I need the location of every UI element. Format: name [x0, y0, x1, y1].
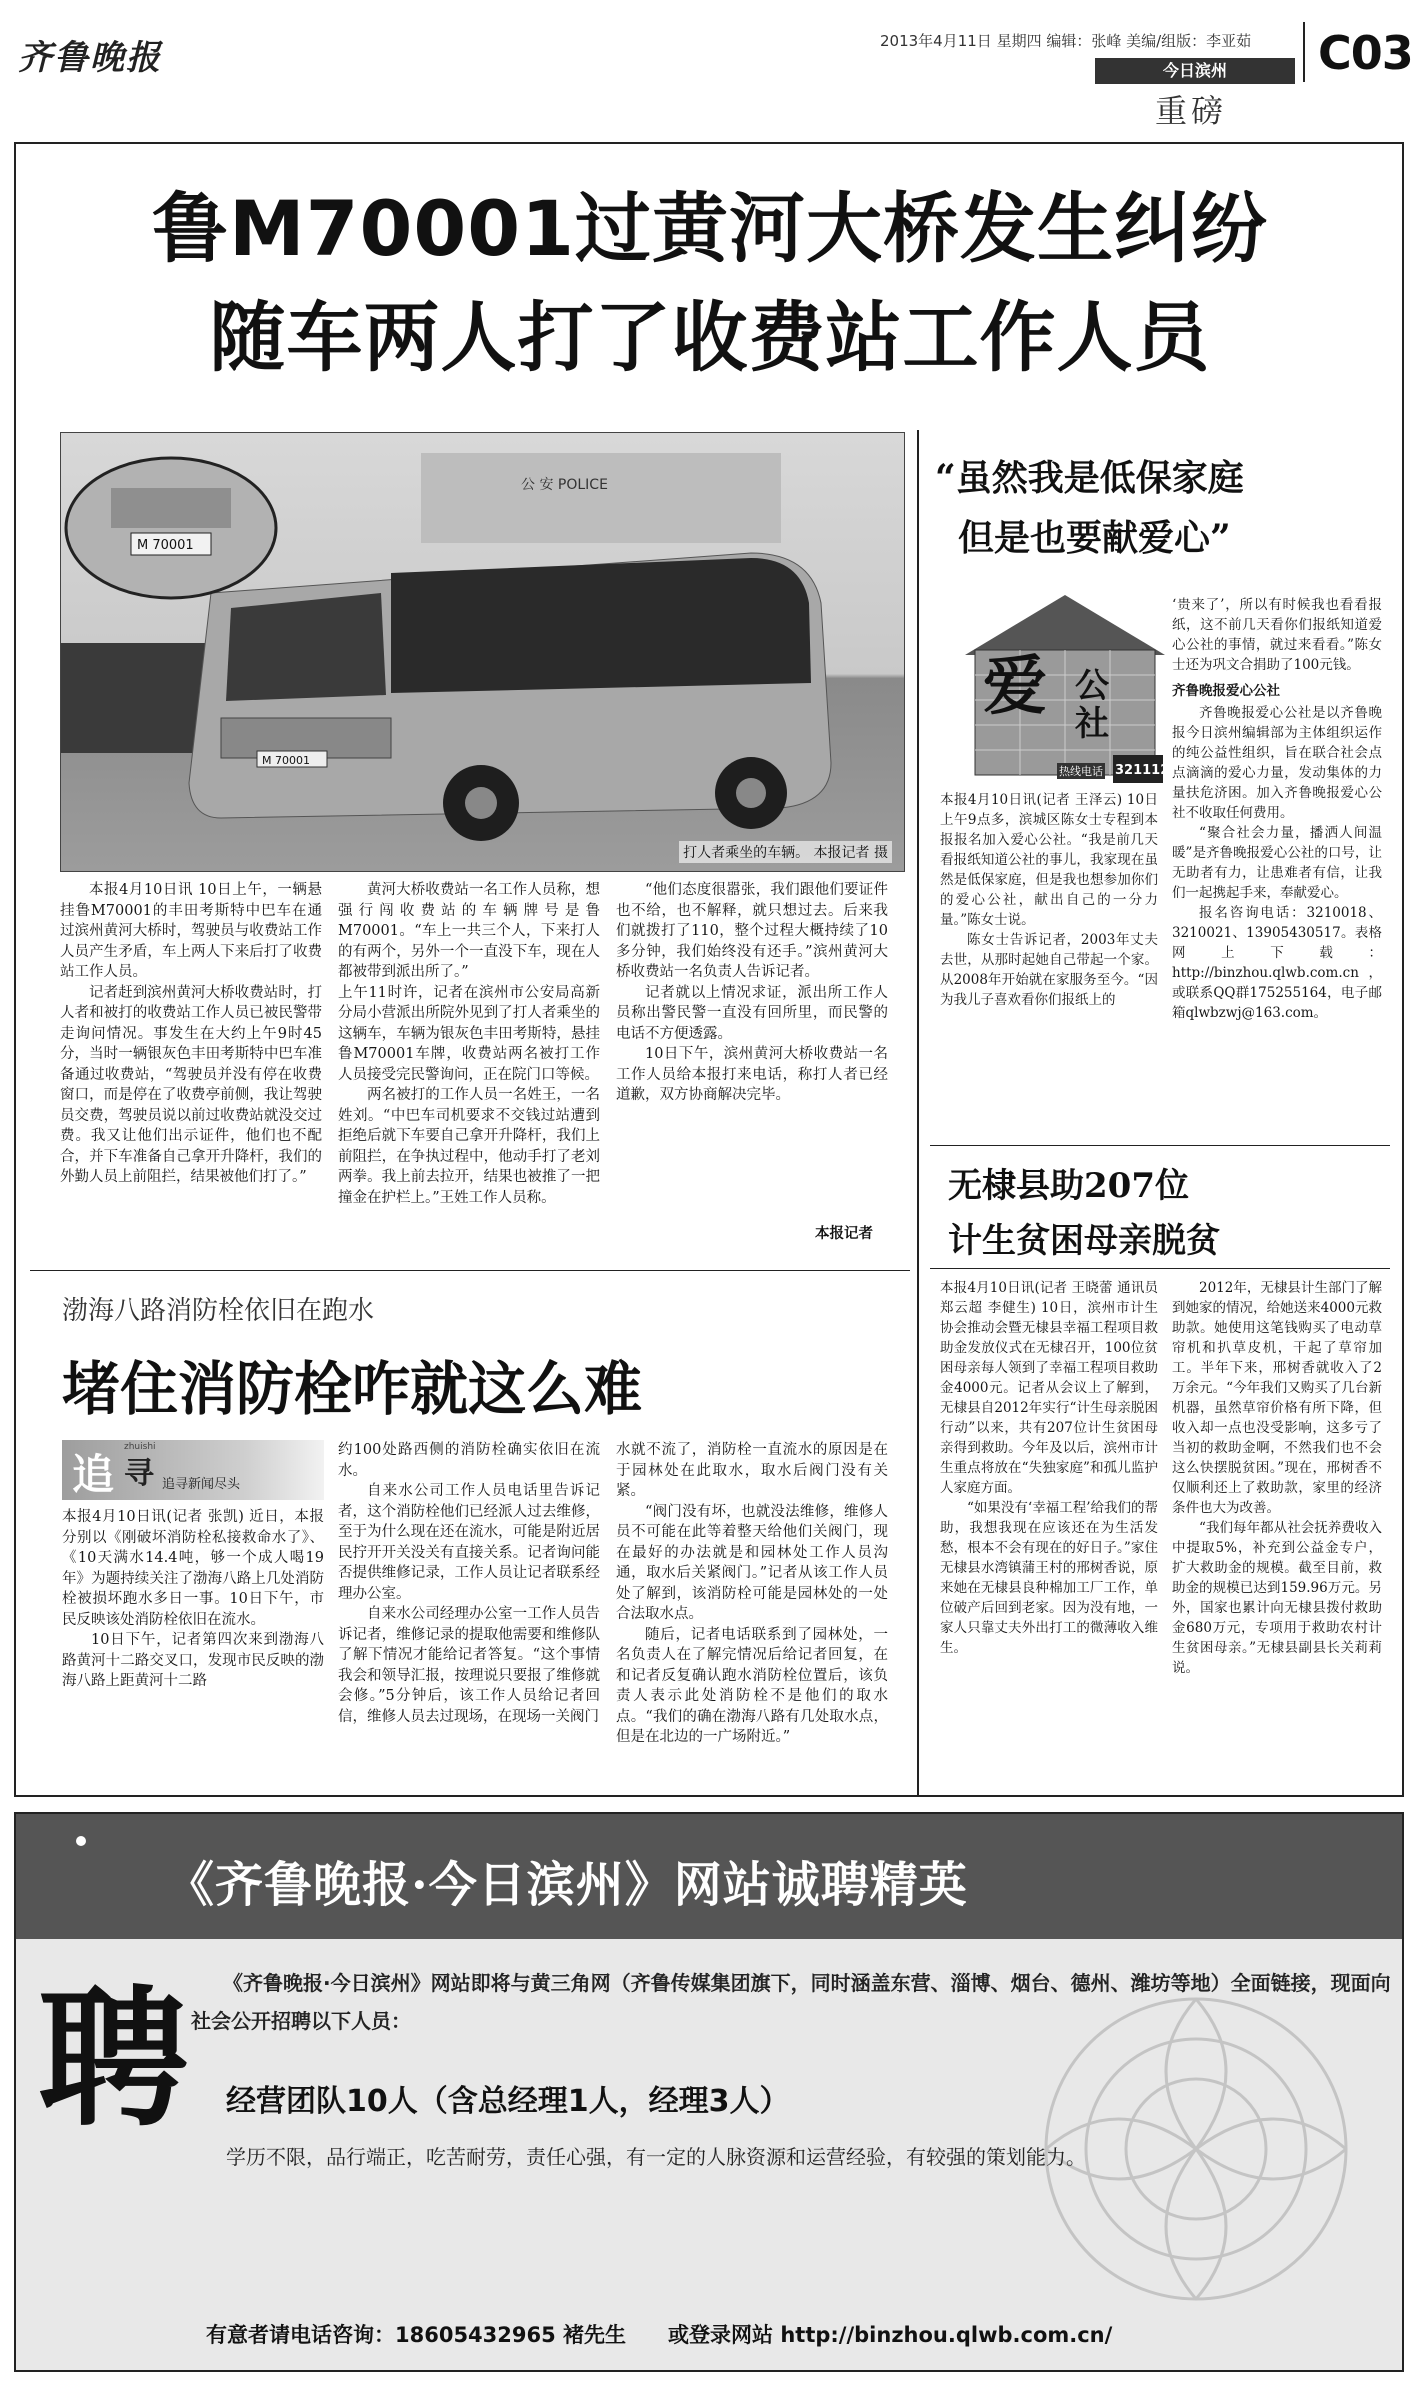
lead-paragraph: 记者赶到滨州黄河大桥收费站时，打人者和被打的收费站工作人员已被民警带走询问情况。事发生在大约上午9时45分，当时一辆银灰色丰田考斯特中巴车准备通过收费站，“驾驶员并没有停在收费窗口，而是停在了收费亭前侧，我让驾驶员交费，驾驶员说以前过收费站就没交过费。我又让他们出示证件，他们也不配合，并下车准备自己拿开升降杆，我们的外勤人员上前阻拦，结果被他们打了。” — [60, 984, 322, 1185]
love-club-logo — [945, 585, 1185, 785]
fire-paragraph: 自来水公司经理办公室一工作人员告诉记者，维修记录的提取他需要和维修队了解下情况才能给记者答复。“这个事情我会和领导汇报，按理说只要报了维修就会修。”5分钟后，该工作人员给记者回信，维修人员去过现场，在现场一关阀门 — [338, 1606, 600, 1725]
lead-byline: 本报记者 — [815, 1225, 873, 1242]
fire-paragraph: 约100处路西侧的消防栓确实依旧在流水。 — [338, 1442, 600, 1479]
house-logo-icon — [945, 585, 1185, 785]
date-editor-line: 2013年4月11日 星期四 编辑：张峰 美编/组版：李亚茹 — [880, 32, 1252, 50]
lead-paragraph: 10日下午，滨州黄河大桥收费站一名工作人员给本报打来电话，称打人者已经道歉，双方协商解决完毕。 — [616, 1046, 888, 1103]
newspaper-logo: 齐鲁晚报 — [18, 38, 162, 78]
section-name: 重磅 — [1155, 92, 1228, 130]
recruit-contact: 有意者请电话咨询：18605432965 褚先生 或登录网站 http://binzhou.qlwb.com.cn/ — [206, 2323, 1113, 2347]
fire-paragraph: 10日下午，记者第四次来到渤海八路黄河十二路交叉口，发现市民反映的渤海八路上距黄河十二路 — [62, 1632, 324, 1689]
wudi-column-2 — [1172, 1278, 1382, 1783]
lead-paragraph: 记者就以上情况求证，派出所工作人员称出警民警一直没有回所里，而民警的电话不方便透露。 — [616, 984, 888, 1042]
lead-headline-1: 鲁M70001过黄河大桥发生纠纷 — [151, 184, 1269, 273]
bus-illustration — [61, 433, 905, 872]
recruit-requirements: 学历不限，品行端正，吃苦耐劳，责任心强，有一定的人脉资源和运营经验，有较强的策划能力。 — [226, 2145, 1086, 2169]
fire-paragraph: 自来水公司工作人员电话里告诉记者，这个消防栓他们已经派人过去维修，至于为什么现在还在流水，可能是附近居民拧开开关没关有直接关系。记者询问能否提供维修记录，工作人员让记者联系经理办公室。 — [338, 1483, 600, 1602]
logo-hotline: 热线电话 — [1059, 765, 1103, 778]
follow-pinyin: zhuishi — [124, 1442, 156, 1452]
lead-paragraph: “他们态度很嚣张，我们跟他们要证件也不给，也不解释，就只想过去。后来我们就拨打了110，整个过程大概持续了10多分钟，我们始终没有还手。”滨州黄河大桥收费站一名负责人告诉记者。 — [616, 882, 888, 980]
logo-phone: 3211123 — [1115, 763, 1179, 778]
love-paragraph: ‘贵来了’，所以有时候我也看看报纸，这不前几天看你们报纸知道爱心公社的事情，就过来看看。”陈女士还为巩文合捐助了100元钱。 — [1172, 597, 1382, 673]
wudi-sub-rule — [930, 1268, 1390, 1269]
banner-dot-icon — [76, 1836, 86, 1846]
club-title: 齐鲁晚报爱心公社 — [1172, 683, 1280, 699]
photo-caption: 打人者乘坐的车辆。 本报记者 摄 — [679, 841, 892, 863]
lead-photo — [60, 432, 905, 872]
logo-big-char: 爱 — [983, 649, 1047, 724]
right-column-rule — [917, 430, 919, 1795]
recruit-big-char: 聘 — [38, 1971, 189, 2147]
wudi-headline-2: 计生贫困母亲脱贫 — [948, 1221, 1220, 1261]
follow-big-char: 追 — [72, 1450, 115, 1499]
lead-paragraph: 两名被打的工作人员一名姓王，一名姓刘。“中巴车司机要求不交钱过站遭到拒绝后就下车要自己拿开升降杆，我们上前阻拦，在争执过程中，他动手打了老刘两拳。我上前去拉开，结果也被推了一把撞金在护栏上。”王姓工作人员称。 — [338, 1087, 600, 1206]
logo-small-chars: 公社 — [1075, 666, 1109, 744]
fire-top-rule — [30, 1270, 910, 1271]
love-headline-1: “虽然我是低保家庭 — [935, 457, 1244, 499]
love-paragraph: 本报4月10日讯(记者 王泽云) 10日上午9点多，滨城区陈女士专程到本报报名加入爱心公社。“我是前几天看报纸知道公社的事儿，我家现在虽然是低保家庭，但是我也想参加你们的爱心公社，献出自己的一分力量。”陈女士说。 — [940, 792, 1158, 928]
fire-kicker: 渤海八路消防栓依旧在跑水 — [62, 1296, 375, 1326]
fire-paragraph: 水就不流了，消防栓一直流水的原因是在于园林处在此取水，取水后阀门没有关紧。 — [616, 1442, 888, 1499]
masthead-divider — [1303, 22, 1305, 82]
lead-paragraph: 上午11时许，记者在滨州市公安局高新分局小营派出所院外见到了打人者乘坐的这辆车，车辆为银灰色丰田考斯特，悬挂鲁M70001车牌，收费站两名被打工作人员接受完民警询问，正在院门口等候。 — [338, 984, 600, 1083]
lead-column-3 — [616, 880, 888, 1225]
love-body-left — [940, 790, 1158, 1165]
svg-text:M 70001: M 70001 — [137, 538, 194, 553]
wudi-paragraph: 2012年，无棣县计生部门了解到她家的情况，给她送来4000元救助款。她使用这笔钱购买了电动草帘机和扒草皮机，干起了草帘加工。半年下来，邢树香就收入了2万余元。“今年我们又购买了几台新机器，虽然草帘价格有所下降，但收入却一点也没受影响，这多亏了当初的救助金啊，不然我们也不会这么快摆脱贫困。”现在，邢树香不仅顺利还上了救助款，家里的经济条件也大为改善。 — [1172, 1280, 1382, 1516]
section-tag: 今日滨州 — [1095, 58, 1295, 84]
fire-column-1 — [62, 1507, 324, 1782]
wudi-paragraph: “我们每年都从社会抚养费收入中提取5%，补充到公益金专户，扩大救助金的规模。截至目前，救助金的规模已达到159.96万元。另外，国家也累计向无棣县拨付救助金680万元，专项用于救助农村计生贫困母亲。”无棣县副县长关莉莉说。 — [1172, 1520, 1382, 1676]
lead-column-2 — [338, 880, 600, 1240]
lead-paragraph: 黄河大桥收费站一名工作人员称，想强行闯收费站的车辆牌号是鲁M70001。“车上一共三个人，下来打人的有两个，另外一个一直没下车，现在人都被带到派出所了。” — [338, 882, 600, 980]
follow-badge — [62, 1440, 324, 1500]
wudi-paragraph: 本报4月10日讯(记者 王晓蕾 通讯员 郑云超 李健生) 10日，滨州市计生协会推动会暨无棣县幸福工程项目救助金发放仪式在无棣召开，100位贫困母亲每人领到了幸福工程项目救助金4000元。记者从会议上了解到，无棣县自2012年实行“计生母亲脱困行动”以来，共有207位计生贫困母亲得到救助。今年及以后，滨州市计生重点将放在“失独家庭”和孤儿监护人家庭方面。 — [940, 1280, 1158, 1496]
love-body-right — [1172, 595, 1382, 1170]
recruit-intro: 《齐鲁晚报·今日滨州》网站即将与黄三角网（齐鲁传媒集团旗下，同时涵盖东营、淄博、烟台、德州、潍坊等地）全面链接，现面向社会公开招聘以下人员： — [191, 1971, 1391, 2033]
follow-subtitle: 追寻新闻尽头 — [162, 1477, 241, 1492]
lead-column-1 — [60, 880, 322, 1240]
lead-paragraph: 本报4月10日讯 10日上午，一辆悬挂鲁M70001的丰田考斯特中巴车在通过滨州黄河大桥时，驾驶员与收费站工作人员产生矛盾，车上两人下来后打了收费站工作人员。 — [60, 882, 322, 980]
love-paragraph: 陈女士告诉记者，2003年丈夫去世，从那时起她自己带起一个家。从2008年开始就在家服务至今。“因为我儿子喜欢看你们报纸上的 — [940, 932, 1158, 1008]
bus-plate: M 70001 — [262, 754, 310, 767]
wudi-paragraph: “如果没有‘幸福工程’给我们的帮助，我想我现在应该还在为生活发愁，根本不会有现在的好日子。”家住无棣县水湾镇蒲王村的邢树香说，原来她在无棣县良种棉加工厂工作，单位破产后回到老家。因为没有地，一家人只靠丈夫外出打工的微薄收入维生。 — [940, 1500, 1158, 1656]
love-headline-2: 但是也要献爱心” — [958, 517, 1231, 559]
fire-headline: 堵住消防栓咋就这么难 — [62, 1355, 643, 1423]
fire-column-2 — [338, 1440, 600, 1782]
masthead — [0, 0, 1417, 130]
fire-paragraph: “阀门没有坏，也就没法维修，维修人员不可能在此等着整天给他们关阀门，现在最好的办法就是和园林处工作人员沟通，取水后关紧阀门。”记者从该工作人员处了解到，该消防栓可能是园林处的一处合法取水点。 — [616, 1503, 888, 1622]
club-paragraph: 报名咨询电话：3210018、3210021、13905430517。表格网上下载：http://binzhou.qlwb.com.cn，或联系QQ群175255164，电子邮箱qlwbzwj@163.com。 — [1172, 905, 1382, 1021]
wudi-headline-1: 无棣县助207位 — [948, 1166, 1189, 1206]
recruit-position: 经营团队10人（含总经理1人，经理3人） — [226, 2084, 790, 2119]
page-number: C03 — [1318, 26, 1413, 80]
recruit-ad — [14, 1812, 1404, 2372]
svg-text:公 安 POLICE: 公 安 POLICE — [521, 477, 608, 493]
fire-paragraph: 随后，记者电话联系到了园林处，一名负责人在了解完情况后给记者回复，在和记者反复确认跑水消防栓位置后，该负责人表示此处消防栓不是他们的取水点。“我们的确在渤海八路有几处取水点，但是在北边的一广场附近。” — [616, 1626, 888, 1745]
lead-headline-2: 随车两人打了收费站工作人员 — [209, 293, 1211, 382]
club-paragraph: “聚合社会力量，播洒人间温暖”是齐鲁晚报爱心公社的口号，让无助者有力，让患难者有信，让我们一起携起手来，奉献爱心。 — [1172, 825, 1382, 901]
fire-paragraph: 本报4月10日讯(记者 张凯) 近日，本报分别以《刚破坏消防栓私接救命水了》、《10天满水14.4吨，够一个成人喝19年》为题持续关注了渤海八路上几处消防栓被损坏跑水多日一事。10日下午，市民反映该处消防栓依旧在流水。 — [62, 1509, 324, 1628]
wudi-column-1 — [940, 1278, 1158, 1783]
wudi-top-rule — [930, 1145, 1390, 1146]
club-paragraph: 齐鲁晚报爱心公社是以齐鲁晚报今日滨州编辑部为主体组织运作的纯公益性组织，旨在联合社会点点滴滴的爱心力量，发动集体的力量扶危济困。加入齐鲁晚报爱心公社不收取任何费用。 — [1172, 705, 1382, 821]
fire-column-3 — [616, 1440, 888, 1782]
recruit-title: 《齐鲁晚报·今日滨州》网站诚聘精英 — [166, 1857, 968, 1913]
follow-big-char-2: 寻 — [124, 1456, 154, 1491]
